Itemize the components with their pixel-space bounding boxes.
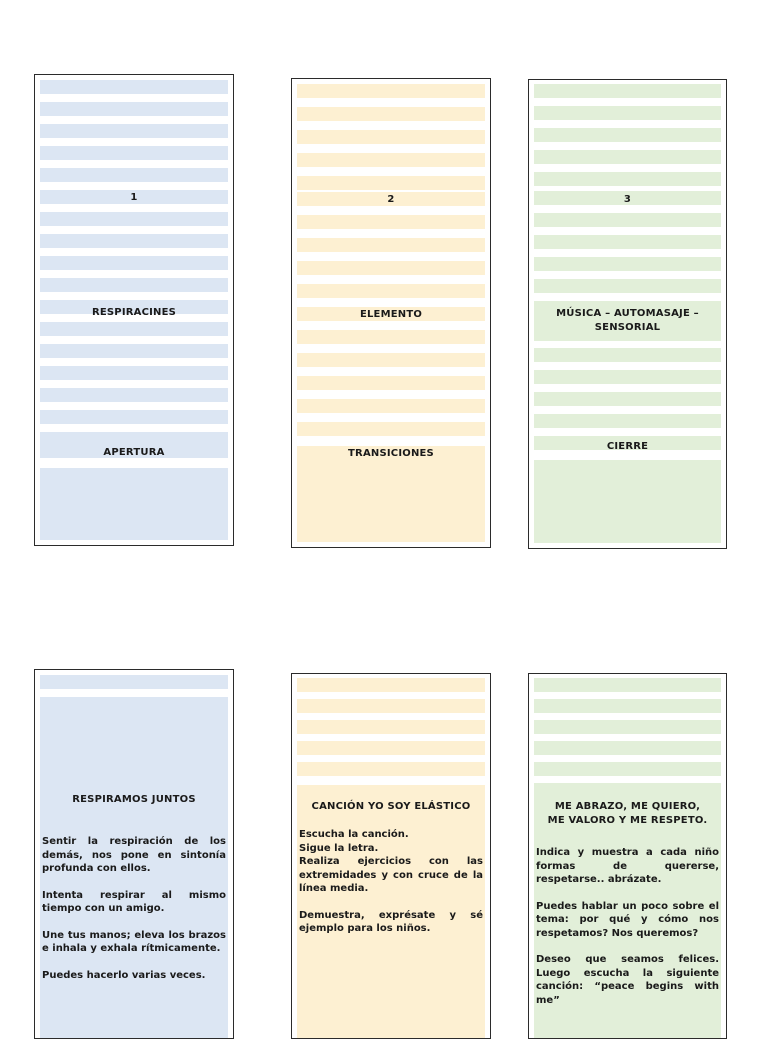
stripe (534, 392, 721, 406)
stripe (534, 106, 721, 120)
stripe (534, 84, 721, 98)
stripe (40, 366, 228, 380)
stripe (40, 212, 228, 226)
stripe (534, 414, 721, 428)
card-fill (534, 460, 721, 543)
card-content (297, 800, 485, 949)
card-number: 2 (387, 194, 395, 205)
card-lower-label: CIERRE (606, 441, 649, 452)
stripe (297, 107, 485, 121)
stripe (40, 278, 228, 292)
card-lower-label: APERTURA (103, 447, 165, 458)
stripe (534, 762, 721, 776)
card-paragraph: Une tus manos; eleva los brazos e inhala y exhala rítmicamente. (42, 929, 226, 954)
card-paragraph: Deseo que seamos felices. Luego escucha la siguiente canción: “peace begins with me” (536, 954, 719, 1006)
card-number: 3 (623, 194, 632, 205)
card-paragraph: Puedes hacerlo varias veces. (42, 969, 206, 981)
card-upper-label: ELEMENTO (359, 309, 423, 320)
stripe (534, 172, 721, 186)
stripe (297, 176, 485, 190)
stripe (40, 146, 228, 160)
stripe (534, 279, 721, 293)
card-upper-label: MÚSICA – AUTOMASAJE – SENSORIAL (556, 308, 699, 333)
stripe (534, 370, 721, 384)
stripe (297, 422, 485, 436)
stripe (297, 130, 485, 144)
card-title: CANCIÓN YO SOY ELÁSTICO (311, 801, 471, 812)
stripe (297, 762, 485, 776)
card-lower-label: TRANSICIONES (348, 448, 434, 459)
card-paragraph: Escucha la canción. Sigue la letra. Realiza ejercicios con las extremidades y con cruce de la línea media. (299, 829, 483, 894)
card-paragraph: Puedes hablar un poco sobre el tema: por qué y cómo nos respetamos? Nos queremos? (536, 900, 719, 939)
bottom-card-1 (34, 669, 234, 1039)
stripe (534, 741, 721, 755)
card-upper-label: RESPIRACINES (91, 307, 177, 318)
stripe (534, 213, 721, 227)
stripe (40, 322, 228, 336)
card-paragraph: Demuestra, exprésate y sé ejemplo para los niños. (299, 909, 483, 934)
bottom-card-3 (528, 673, 727, 1039)
stripe (297, 238, 485, 252)
stripe (40, 124, 228, 138)
card-title: RESPIRAMOS JUNTOS (72, 794, 196, 805)
stripe (534, 720, 721, 734)
card-content (534, 800, 721, 1020)
stripe (297, 261, 485, 275)
stripe (297, 84, 485, 98)
stripe (40, 675, 228, 689)
stripe (534, 150, 721, 164)
stripe (40, 388, 228, 402)
card-fill (40, 468, 228, 540)
card-paragraph: Intenta respirar al mismo tiempo con un amigo. (42, 889, 226, 914)
top-card-2 (291, 78, 491, 548)
stripe (40, 234, 228, 248)
stripe (297, 353, 485, 367)
stripe (297, 678, 485, 692)
stripe (40, 102, 228, 116)
top-card-3 (528, 79, 727, 549)
top-card-1 (34, 74, 234, 546)
card-title: ME ABRAZO, ME QUIERO, ME VALORO Y ME RESPETO. (547, 801, 708, 826)
stripe (297, 284, 485, 298)
stripe (40, 80, 228, 94)
stripe (534, 235, 721, 249)
stripe (297, 399, 485, 413)
stripe (534, 678, 721, 692)
stripe (40, 410, 228, 424)
stripe (297, 699, 485, 713)
bottom-card-2 (291, 673, 491, 1039)
stripe (297, 153, 485, 167)
stripe (297, 720, 485, 734)
stripe (40, 168, 228, 182)
card-paragraph: Sentir la respiración de los demás, nos pone en sintonía profunda con ellos. (42, 836, 226, 874)
card-paragraph: Indica y muestra a cada niño formas de quererse, respetarse.. abrázate. (536, 847, 719, 885)
stripe (40, 344, 228, 358)
card-number: 1 (130, 192, 138, 203)
card-content (40, 793, 228, 995)
stripe (297, 741, 485, 755)
stripe (534, 348, 721, 362)
stripe (40, 256, 228, 270)
stripe (297, 215, 485, 229)
stripe (534, 257, 721, 271)
stripe (297, 330, 485, 344)
stripe (297, 376, 485, 390)
stripe (534, 128, 721, 142)
stripe (534, 699, 721, 713)
